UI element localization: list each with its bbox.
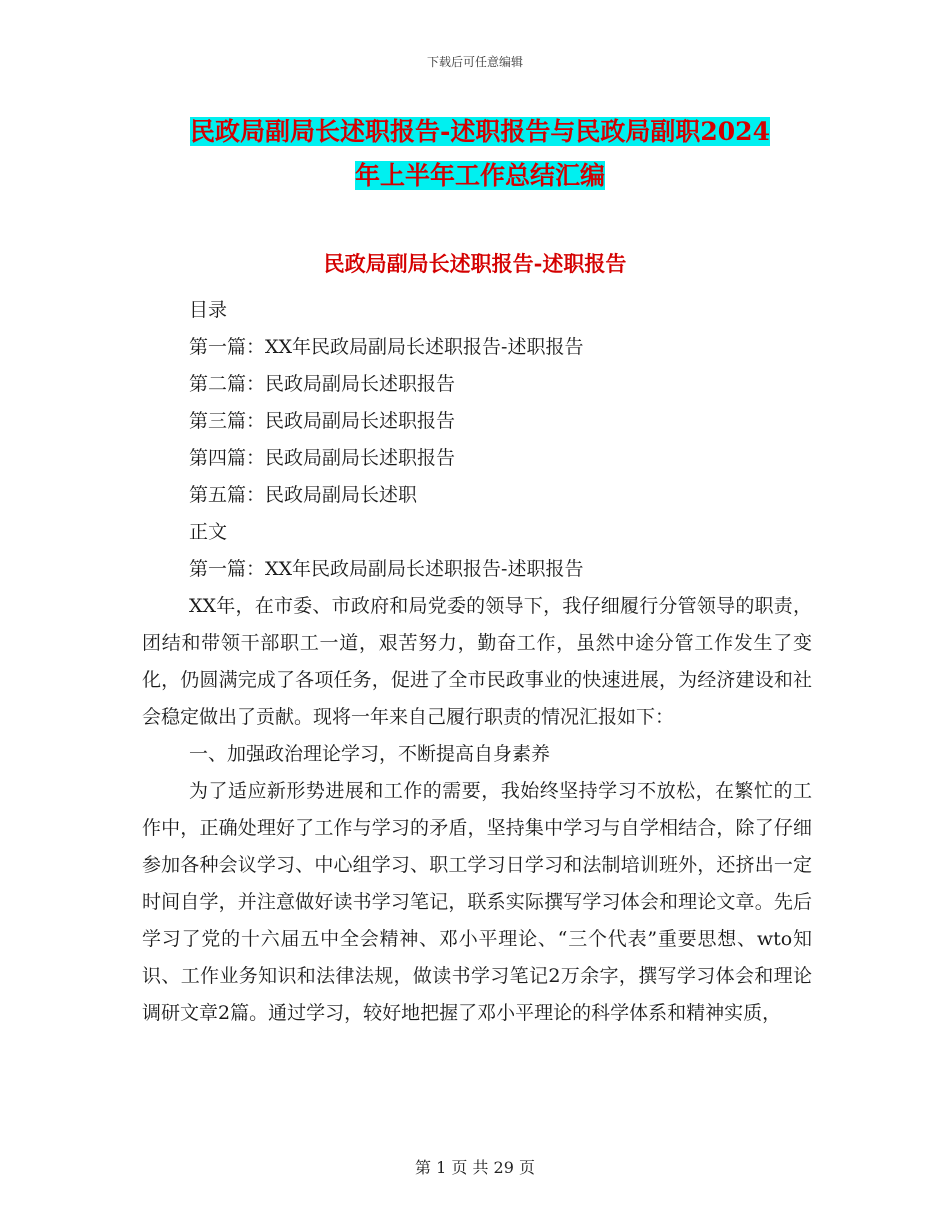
toc-heading: 目录 [189,299,228,321]
document-body [142,292,812,1032]
header-note: 下载后可任意编辑 [426,55,523,69]
toc-item: 第一篇：XX年民政局副局长述职报告-述职报告 [189,336,584,358]
section-title: 第一篇：XX年民政局副局长述职报告-述职报告 [189,558,584,580]
page-number: 第 1 页 共 29 页 [415,1158,535,1177]
subtitle: 民政局副局长述职报告-述职报告 [323,251,627,276]
paragraph: XX年，在市委、市政府和局党委的领导下，我仔细履行分管领导的职责，团结和带领干部职工一道，艰苦努力，勤奋工作，虽然中途分管工作发生了变化，仍圆满完成了各项任务，促进了全市民政事业的快速进展，为经济建设和社会稳定做出了贡献。现将一年来自己履行职责的情况汇报如下： [142,595,812,728]
toc-item: 第五篇：民政局副局长述职 [189,484,418,506]
toc-item: 第四篇：民政局副局长述职报告 [189,447,456,469]
section-heading: 一、加强政治理论学习，不断提高自身素养 [189,743,551,765]
body-heading: 正文 [189,521,228,543]
toc-item: 第二篇：民政局副局长述职报告 [189,373,456,395]
paragraph: 为了适应新形势进展和工作的需要，我始终坚持学习不放松，在繁忙的工作中，正确处理好了工作与学习的矛盾，坚持集中学习与自学相结合，除了仔细参加各种会议学习、中心组学习、职工学习日学习和法制培训班外，还挤出一定时间自学，并注意做好读书学习笔记，联系实际撰写学习体会和理论文章。先后学习了党的十六届五中全会精神、邓小平理论、“三个代表”重要思想、wto知识、工作业务知识和法律法规，做读书学习笔记2万余字，撰写学习体会和理论调研文章2篇。通过学习，较好地把握了邓小平理论的科学体系和精神实质， [142,780,812,1024]
main-title-line2: 年上半年工作总结汇编 [354,161,605,190]
main-title [140,110,820,198]
main-title-line1: 民政局副局长述职报告-述职报告与民政局副职2024 [190,117,770,146]
toc-item: 第三篇：民政局副局长述职报告 [189,410,456,432]
